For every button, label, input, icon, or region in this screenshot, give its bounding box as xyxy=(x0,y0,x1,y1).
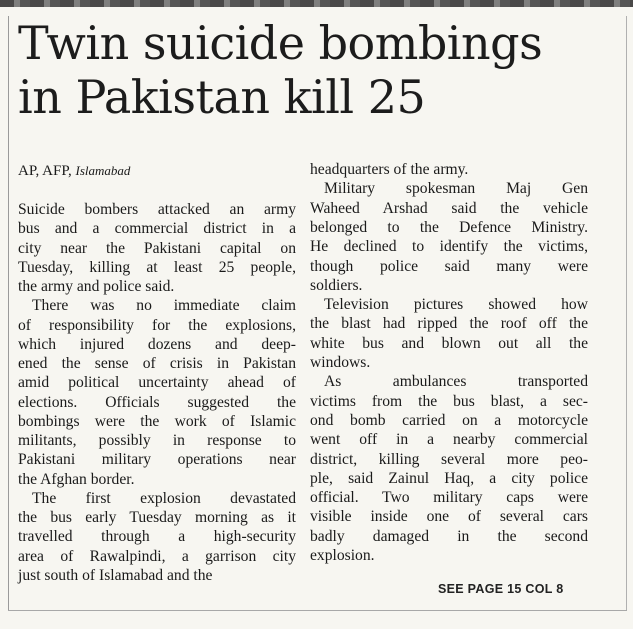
article-line: official. Two military caps were xyxy=(310,489,588,507)
article-line: Military spokesman Maj Gen xyxy=(324,180,588,198)
article-line: As ambulances transported xyxy=(324,373,588,391)
article-line: badly damaged in the second xyxy=(310,527,588,545)
article-line: windows. xyxy=(310,354,371,371)
article-line: Pakistani military operations near xyxy=(18,451,296,469)
article-line: explosion. xyxy=(310,547,375,564)
article-line: soldiers. xyxy=(310,276,363,294)
headline-line-2: in Pakistan kill 25 xyxy=(18,70,426,124)
article-line: Suicide bombers attacked an army xyxy=(18,201,296,218)
dateline-place: Islamabad xyxy=(75,163,131,178)
article-line: victims from the bus blast, a sec- xyxy=(310,392,588,410)
article-line: went off in a nearby commercial xyxy=(310,431,588,449)
dateline-agencies: AP, AFP, xyxy=(18,163,72,179)
frame-left-rule xyxy=(8,16,9,611)
top-rule xyxy=(0,0,633,7)
article-line: the blast had ripped the roof off the xyxy=(310,315,588,333)
article-line: There was no immediate claim xyxy=(32,297,296,315)
article-line: visible inside one of several cars xyxy=(310,508,588,526)
article-line: travelled through a high-security xyxy=(18,528,296,546)
article-line: belonged to the Defence Ministry. xyxy=(310,218,588,236)
article-line: district, killing several more peo- xyxy=(310,450,588,468)
article-line: which injured dozens and deep- xyxy=(18,335,296,353)
headline-line-1: Twin suicide bombings xyxy=(18,16,543,70)
article-line: the army and police said. xyxy=(18,278,175,295)
article-line: of responsibility for the explosions, xyxy=(18,316,296,334)
article-line: amid political uncertainty ahead of xyxy=(18,374,296,392)
article-line: Television pictures showed how xyxy=(324,296,588,314)
frame-right-rule xyxy=(626,16,627,611)
frame-bottom-rule xyxy=(8,610,627,611)
headline xyxy=(18,16,618,124)
article-line: white bus and blown out all the xyxy=(310,334,588,352)
article-line: Waheed Arshad said the vehicle xyxy=(310,199,588,217)
article-line: city near the Pakistani capital on xyxy=(18,239,296,257)
article-line: elections. Officials suggested the xyxy=(18,393,296,411)
article-line: area of Rawalpindi, a garrison city xyxy=(18,547,296,565)
article-line: Tuesday, killing at least 25 people, xyxy=(18,258,296,276)
article-line: bombings were the work of Islamic xyxy=(18,412,296,430)
article-line: He declined to identify the victims, xyxy=(310,238,588,256)
dateline xyxy=(18,163,130,180)
article-line: though police said many were xyxy=(310,257,588,275)
article-line: the Afghan border. xyxy=(18,470,135,488)
article-line: just south of Islamabad and the xyxy=(18,566,213,584)
article-line: bus and a commercial district in a xyxy=(18,220,296,238)
article-line: ple, said Zainul Haq, a city police xyxy=(310,469,588,487)
article-line: ened the sense of crisis in Pakistan xyxy=(18,355,296,372)
article-line: the bus early Tuesday morning as it xyxy=(18,509,296,526)
article-line: The first explosion devastated xyxy=(32,489,296,507)
continuation-reference: SEE PAGE 15 COL 8 xyxy=(438,582,564,596)
article-line: ond bomb carried on a motorcycle xyxy=(310,411,588,429)
article-line: militants, possibly in response to xyxy=(18,432,296,449)
article-line: headquarters of the army. xyxy=(310,161,469,178)
